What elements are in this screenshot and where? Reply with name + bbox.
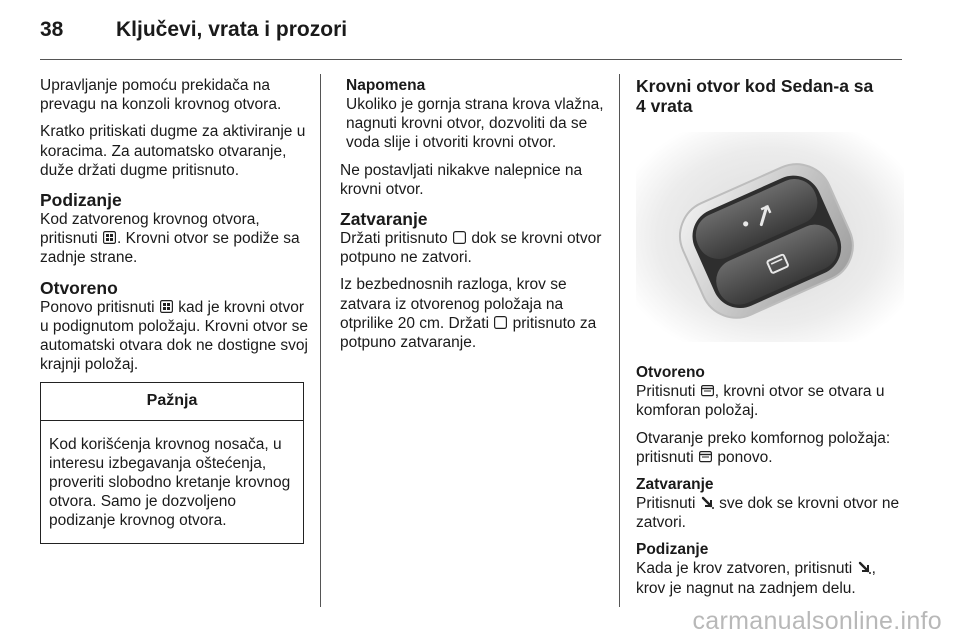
watermark: carmanualsonline.info	[692, 607, 942, 635]
paragraph: Upravljanje pomoću prekidača na prevagu na konzoli krovnog otvora.	[40, 77, 282, 114]
caution-text: Kod korišćenja krovnog nosača, u interesu izbegavanja oštećenja, proveriti slobodno kretanje krovnog otvora. Samo je dozvoljeno podizanje krovnog otvora.	[49, 435, 291, 530]
paragraph: Držati pritisnuto dok se krovni otvor potpuno ne zatvori.	[340, 230, 602, 267]
page-number: 38	[40, 18, 64, 41]
caution-title: Pažnja	[41, 383, 303, 420]
paragraph: Pritisnuti sve dok se krovni otvor ne zatvori.	[636, 495, 900, 532]
section-heading: Podizanje	[636, 541, 709, 559]
section-otvoreno	[40, 278, 308, 375]
section-heading: Otvoreno	[636, 364, 705, 382]
note-text: Ukoliko je gornja strana krova vlažna, nagnuti krovni otvor, dozvoliti da se voda slije i otvoriti krovni otvor.	[346, 96, 604, 152]
caution-box	[40, 382, 304, 543]
paragraph: Ponovo pritisnuti kad je krovni otvor u podignutom položaju. Krovni otvor se automatski otvara dok ne dostigne svoj krajnji položaj.	[40, 298, 308, 374]
section-podizanje	[636, 540, 908, 597]
paragraph: Kada je krov zatvoren, pritisnuti , krov je nagnut na zadnjem delu.	[636, 560, 876, 597]
column-divider-1	[320, 74, 321, 607]
note-block	[340, 76, 606, 153]
sunroof-close-icon	[494, 316, 507, 329]
paragraph: Pritisnuti , krovni otvor se otvara u komforan položaj.	[636, 383, 885, 420]
sunroof-tilt-icon	[103, 231, 116, 244]
sunroof-open-icon	[701, 384, 714, 397]
paragraph: Ne postavljati nikakve nalepnice na krovni otvor.	[340, 161, 583, 198]
sunroof-tilt-icon	[160, 300, 173, 313]
sunroof-open-icon	[699, 450, 712, 463]
page-header	[40, 18, 920, 58]
column-2	[340, 76, 606, 360]
column-3	[636, 76, 908, 606]
note-heading: Napomena	[346, 77, 426, 94]
paragraph: Iz bezbednosnih razloga, krov se zatvara iz otvorenog položaja na otprilike 20 cm. Držati pritisnuto za potpuno zatvaranje.	[340, 276, 597, 352]
sunroof-switch-image	[636, 132, 904, 342]
section-heading: Zatvaranje	[636, 476, 714, 494]
paragraph: Otvaranje preko komfornog položaja: pritisnuti ponovo.	[636, 429, 891, 466]
section-heading: Zatvaranje	[340, 209, 428, 230]
section-heading: Podizanje	[40, 190, 122, 211]
section-zatvaranje	[340, 209, 606, 352]
page-title: Ključevi, vrata i prozori	[116, 18, 348, 41]
section-title: Krovni otvor kod Sedan-a sa 4 vrata	[636, 76, 874, 116]
section-heading: Otvoreno	[40, 277, 118, 298]
switch-tilt-icon	[858, 561, 871, 574]
switch-tilt-icon	[701, 496, 714, 509]
section-zatvaranje	[636, 475, 908, 532]
paragraph: Kratko pritiskati dugme za aktiviranje u koracima. Za automatsko otvaranje, duže držati dugme pritisnuto.	[40, 123, 306, 179]
section-otvoreno	[636, 363, 908, 467]
column-divider-2	[619, 74, 620, 607]
section-podizanje	[40, 190, 308, 268]
column-1	[40, 76, 308, 544]
sunroof-close-icon	[453, 231, 466, 244]
paragraph: Kod zatvorenog krovnog otvora, pritisnuti . Krovni otvor se podiže sa zadnje strane.	[40, 211, 300, 267]
header-divider	[40, 59, 902, 60]
